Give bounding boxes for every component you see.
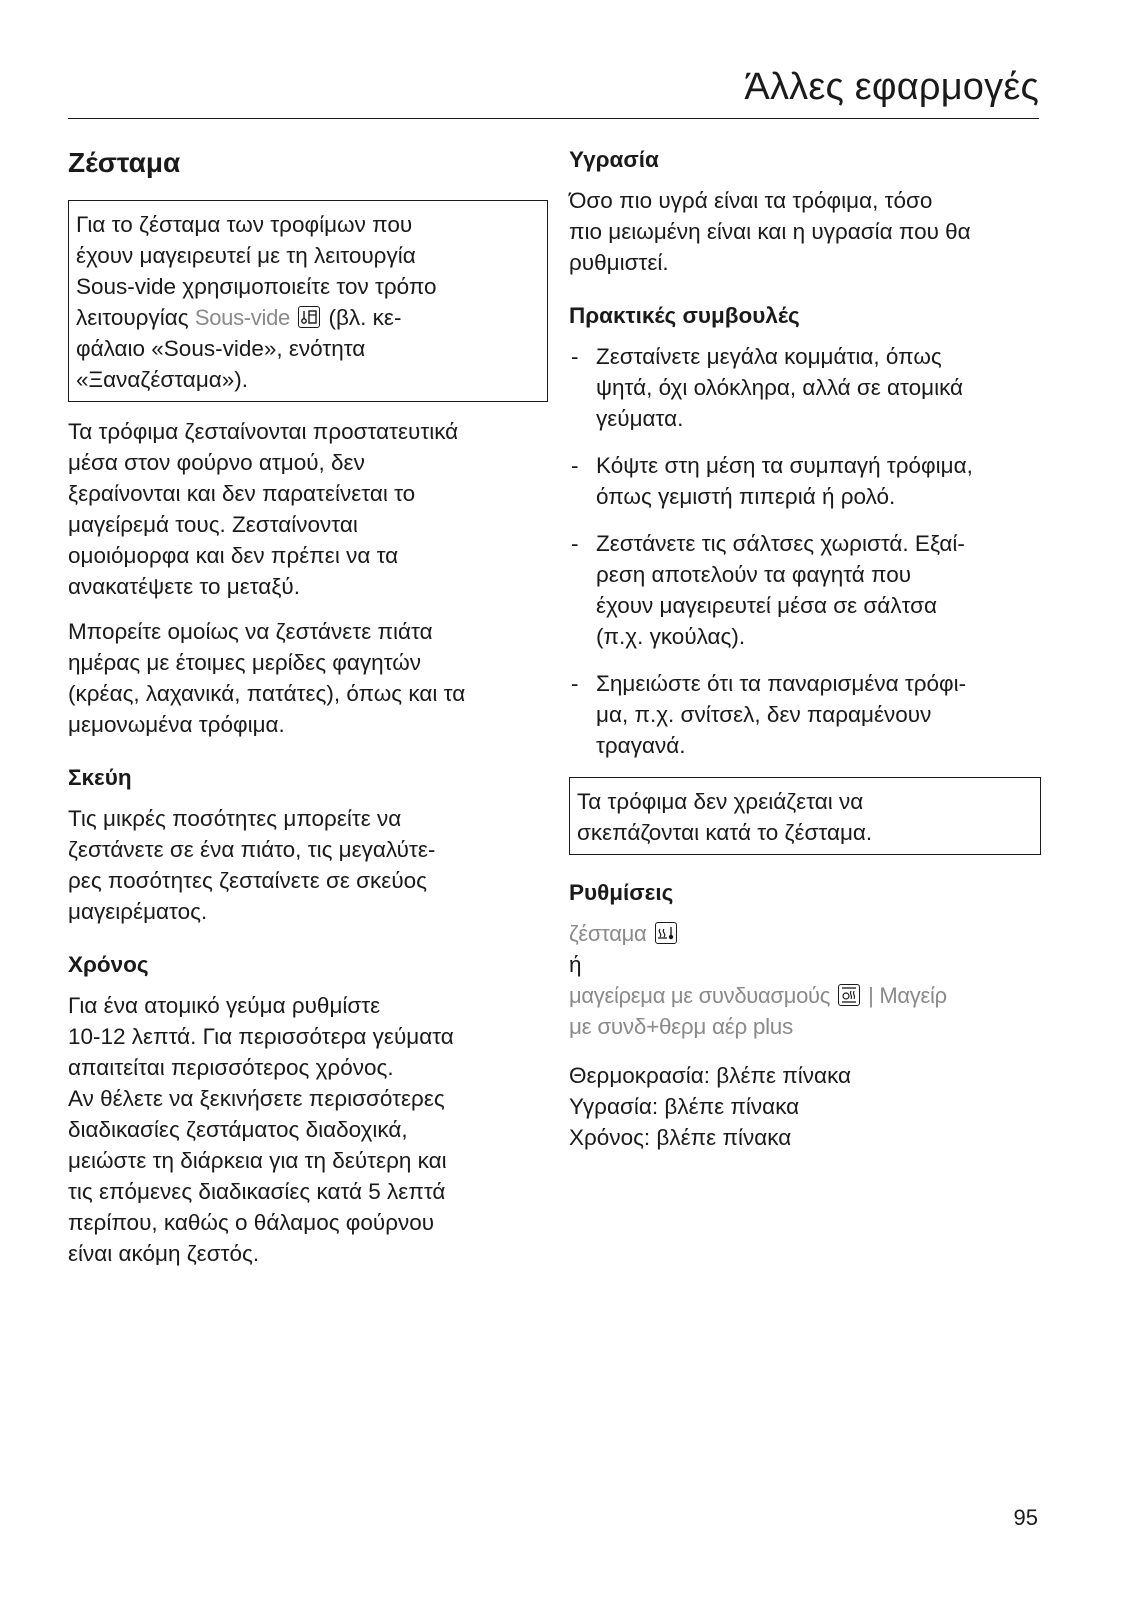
sous-vide-icon bbox=[298, 306, 320, 328]
text-line: πιο μειωμένη είναι και η υγρασία που θα bbox=[569, 219, 971, 244]
setting-time: Χρόνος: βλέπε πίνακα bbox=[569, 1125, 792, 1150]
sous-vide-note-box bbox=[68, 200, 548, 402]
note-line: Sous-vide χρησιμοποιείτε τον τρόπο bbox=[76, 274, 437, 299]
note-text: λειτουργίας bbox=[76, 305, 195, 330]
paragraph-humidity bbox=[569, 185, 1041, 278]
text-line: 10-12 λεπτά. Για περισσότερα γεύματα bbox=[68, 1024, 454, 1049]
setting-humidity: Υγρασία: βλέπε πίνακα bbox=[569, 1094, 800, 1119]
sous-vide-mode-label: Sous-vide bbox=[194, 305, 290, 330]
subheading-tips: Πρακτικές συμβουλές bbox=[569, 303, 800, 328]
text-line: Ζεστάνετε τις σάλτσες χωριστά. Εξαί- bbox=[596, 531, 965, 556]
settings-values bbox=[569, 1060, 1041, 1153]
settings-modes bbox=[569, 918, 1041, 1042]
or-text: ή bbox=[569, 952, 582, 977]
mode-line bbox=[569, 980, 1041, 1011]
combi-mode-suffix: | Μαγείρ bbox=[862, 983, 947, 1008]
bullet-dash: - bbox=[571, 671, 579, 696]
page-header-title: Άλλες εφαρμογές bbox=[744, 66, 1039, 108]
paragraph-vessels bbox=[68, 803, 548, 927]
note-text: (βλ. κε- bbox=[322, 305, 402, 330]
section-title-warming: Ζέσταμα bbox=[68, 147, 181, 178]
combi-icon bbox=[838, 984, 860, 1006]
text-line: ρεση αποτελούν τα φαγητά που bbox=[596, 562, 912, 587]
header-divider bbox=[68, 118, 1039, 119]
tips-list bbox=[569, 341, 1041, 761]
note-line: σκεπάζονται κατά το ζέσταμα. bbox=[577, 820, 873, 845]
text-line: Τις μικρές ποσότητες μπορείτε να bbox=[68, 806, 402, 831]
text-line: (κρέας, λαχανικά, πατάτες), όπως και τα bbox=[68, 681, 466, 706]
bullet-dash: - bbox=[571, 453, 579, 478]
text-line: Τα τρόφιμα ζεσταίνονται προστατευτικά bbox=[68, 419, 459, 444]
text-line: μεμονωμένα τρόφιμα. bbox=[68, 712, 285, 737]
text-line: είναι ακόμη ζεστός. bbox=[68, 1241, 260, 1266]
text-line: διαδικασίες ζεστάματος διαδοχικά, bbox=[68, 1117, 408, 1142]
note-line: φάλαιο «Sous-vide», ενότητα bbox=[76, 336, 366, 361]
text-line: μειώστε τη διάρκεια για τη δεύτερη και bbox=[68, 1148, 447, 1173]
text-line: Για ένα ατομικό γεύμα ρυθμίστε bbox=[68, 993, 381, 1018]
note-line: «Ξαναζέσταμα»). bbox=[76, 367, 249, 392]
text-line: όπως γεμιστή πιπεριά ή ρολό. bbox=[596, 484, 896, 509]
text-line: Μπορείτε ομοίως να ζεστάνετε πιάτα bbox=[68, 619, 433, 644]
text-line: μαγείρεμά τους. Ζεσταίνονται bbox=[68, 512, 358, 537]
text-line: ανακατέψετε το μεταξύ. bbox=[68, 574, 300, 599]
subheading-time: Χρόνος bbox=[68, 952, 149, 977]
text-line: μα, π.χ. σνίτσελ, δεν παραμένουν bbox=[596, 702, 932, 727]
text-line: Κόψτε στη μέση τα συμπαγή τρόφιμα, bbox=[596, 453, 973, 478]
list-item bbox=[569, 668, 1041, 761]
text-line: (π.χ. γκούλας). bbox=[596, 624, 746, 649]
subheading-settings: Ρυθμίσεις bbox=[569, 880, 674, 905]
bullet-dash: - bbox=[571, 344, 579, 369]
reheat-icon bbox=[655, 922, 677, 944]
combi-mode-label-line2: με συνδ+θερμ αέρ plus bbox=[569, 1014, 793, 1039]
paragraph-plated-meals bbox=[68, 616, 548, 740]
bullet-dash: - bbox=[571, 531, 579, 556]
text-line: τραγανά. bbox=[596, 733, 686, 758]
note-line: έχουν μαγειρευτεί με τη λειτουργία bbox=[76, 243, 416, 268]
note-line: Για το ζέσταμα των τροφίμων που bbox=[76, 212, 413, 237]
text-line: μαγειρέματος. bbox=[68, 899, 208, 924]
page-number: 95 bbox=[1013, 1505, 1038, 1530]
text-line: Όσο πιο υγρά είναι τα τρόφιμα, τόσο bbox=[569, 188, 933, 213]
subheading-vessels: Σκεύη bbox=[68, 765, 132, 790]
text-line: τις επόμενες διαδικασίες κατά 5 λεπτά bbox=[68, 1179, 446, 1204]
subheading-humidity: Υγρασία bbox=[569, 147, 659, 172]
list-item bbox=[569, 528, 1041, 652]
right-column bbox=[569, 140, 1041, 1167]
combi-mode-label: μαγείρεμα με συνδυασμούς bbox=[569, 983, 831, 1008]
text-line: Αν θέλετε να ξεκινήσετε περισσότερες bbox=[68, 1086, 445, 1111]
text-line: ημέρας με έτοιμες μερίδες φαγητών bbox=[68, 650, 422, 675]
paragraph-time bbox=[68, 990, 548, 1269]
mode-line bbox=[569, 918, 1041, 949]
setting-temperature: Θερμοκρασία: βλέπε πίνακα bbox=[569, 1063, 852, 1088]
list-item bbox=[569, 341, 1041, 434]
reheat-mode-label: ζέσταμα bbox=[569, 921, 647, 946]
text-line: περίπου, καθώς ο θάλαμος φούρνου bbox=[68, 1210, 435, 1235]
list-item bbox=[569, 450, 1041, 512]
note-line: Τα τρόφιμα δεν χρειάζεται να bbox=[577, 789, 864, 814]
text-line: ζεστάνετε σε ένα πιάτο, τις μεγαλύτε- bbox=[68, 837, 436, 862]
covering-note-box bbox=[569, 777, 1041, 855]
text-line: έχουν μαγειρευτεί μέσα σε σάλτσα bbox=[596, 593, 938, 618]
text-line: μέσα στον φούρνο ατμού, δεν bbox=[68, 450, 365, 475]
note-line bbox=[76, 302, 540, 333]
text-line: ρες ποσότητες ζεσταίνετε σε σκεύος bbox=[68, 868, 428, 893]
text-line: ξεραίνονται και δεν παρατείνεται το bbox=[68, 481, 416, 506]
left-column bbox=[68, 140, 548, 1283]
text-line: ρυθμιστεί. bbox=[569, 250, 669, 275]
text-line: Ζεσταίνετε μεγάλα κομμάτια, όπως bbox=[596, 344, 942, 369]
text-line: γεύματα. bbox=[596, 406, 684, 431]
text-line: ψητά, όχι ολόκληρα, αλλά σε ατομικά bbox=[596, 375, 964, 400]
paragraph-gentle-warming bbox=[68, 416, 548, 602]
text-line: απαιτείται περισσότερος χρόνος. bbox=[68, 1055, 394, 1080]
text-line: Σημειώστε ότι τα παναρισμένα τρόφι- bbox=[596, 671, 967, 696]
text-line: ομοιόμορφα και δεν πρέπει να τα bbox=[68, 543, 399, 568]
